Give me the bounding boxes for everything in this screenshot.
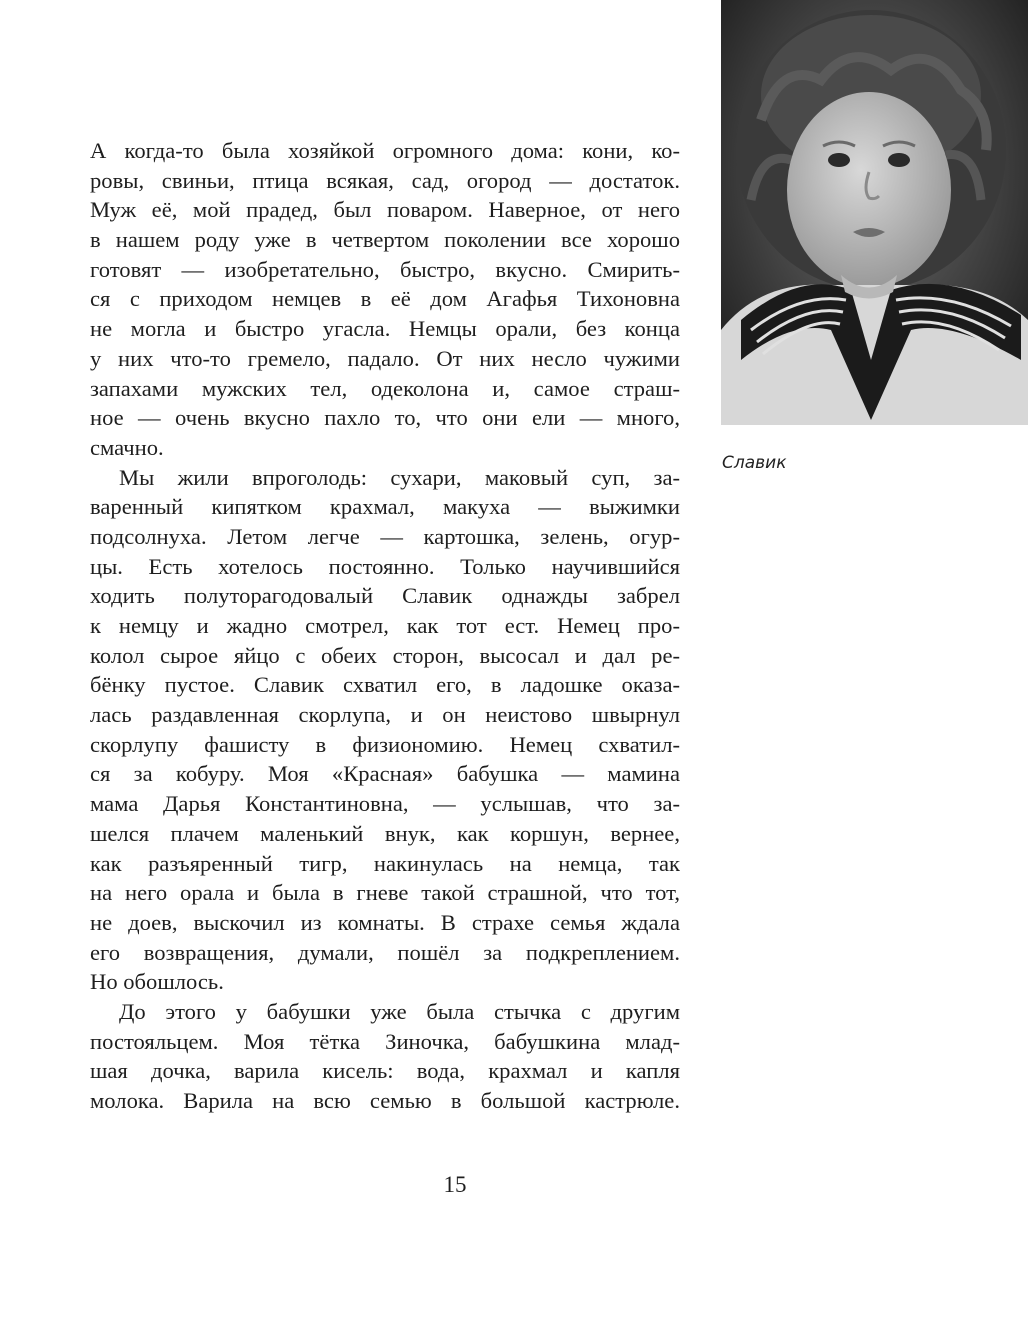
text-line: Мы жили впроголодь: сухари, маковый суп, за- [119,464,680,490]
text-line: ходить полуторагодовалый Славик однажды забрел [90,583,680,609]
text-line: лась раздавленная скорлупа, и он неистово швырнул [90,702,680,728]
text-line: молока. Варила на всю семью в большой кастрюле. [90,1088,680,1113]
text-line: как разъяренный тигр, накинулась на немца, так [90,850,680,876]
text-line: запахами мужских тел, одеколона и, самое страш- [90,375,680,401]
text-line: ся за кобуру. Моя «Красная» бабушка — мамина [90,761,680,787]
text-line: не могла и быстро угасла. Немцы орали, без конца [90,316,680,342]
text-line: у них что-то гремело, падало. От них несло чужими [90,345,680,371]
text-line: До этого у бабушки уже была стычка с другим [119,998,680,1024]
text-line: Но обошлось. [90,969,224,995]
text-line: на него орала и была в гневе такой страшной, что тот, [90,880,680,906]
text-line: скорлупу фашисту в физиономию. Немец схватил- [90,731,680,757]
text-line: колол сырое яйцо с обеих сторон, высосал и дал ре- [90,642,680,668]
text-line: шая дочка, варила кисель: вода, крахмал и капля [90,1058,680,1084]
text-line: не доев, выскочил из комнаты. В страхе семья ждала [90,909,680,935]
text-line: варенный кипятком крахмал, макуха — выжимки [90,494,680,520]
text-line: подсолнуха. Летом легче — картошка, зелень, огур- [90,523,680,549]
text-line: цы. Есть хотелось постоянно. Только научившийся [90,553,680,579]
text-line: шелся плачем маленький внук, как коршун, вернее, [90,820,680,846]
portrait-photo [721,0,1028,425]
text-line: ное — очень вкусно пахло то, что они ели — много, [90,405,680,431]
text-line: в нашем роду уже в четвертом поколении все хорошо [90,227,680,253]
text-line: постояльцем. Моя тётка Зиночка, бабушкина млад- [90,1028,680,1054]
text-line: мама Дарья Константиновна, — услышав, что за- [90,791,680,817]
text-line: к немцу и жадно смотрел, как тот ест. Немец про- [90,613,680,638]
text-line: А когда-то была хозяйкой огромного дома: кони, ко- [90,138,680,163]
text-line: бёнку пустое. Славик схватил его, в ладошке оказа- [90,672,680,698]
photo-caption: Славик [722,453,787,473]
text-line: его возвращения, думали, пошёл за подкреплением. [90,939,680,965]
text-line: Муж её, мой прадед, был поваром. Наверное, от него [90,197,680,223]
body-text [90,136,680,1116]
page-number: 15 [443,1172,467,1197]
text-line: смачно. [90,434,164,460]
child-portrait-image [721,0,1028,425]
text-line: ровы, свиньи, птица всякая, сад, огород — достаток. [90,167,680,193]
text-line: готовят — изобретательно, быстро, вкусно. Смирить- [90,256,680,282]
text-line: ся с приходом немцев в её дом Агафья Тихоновна [90,286,680,312]
